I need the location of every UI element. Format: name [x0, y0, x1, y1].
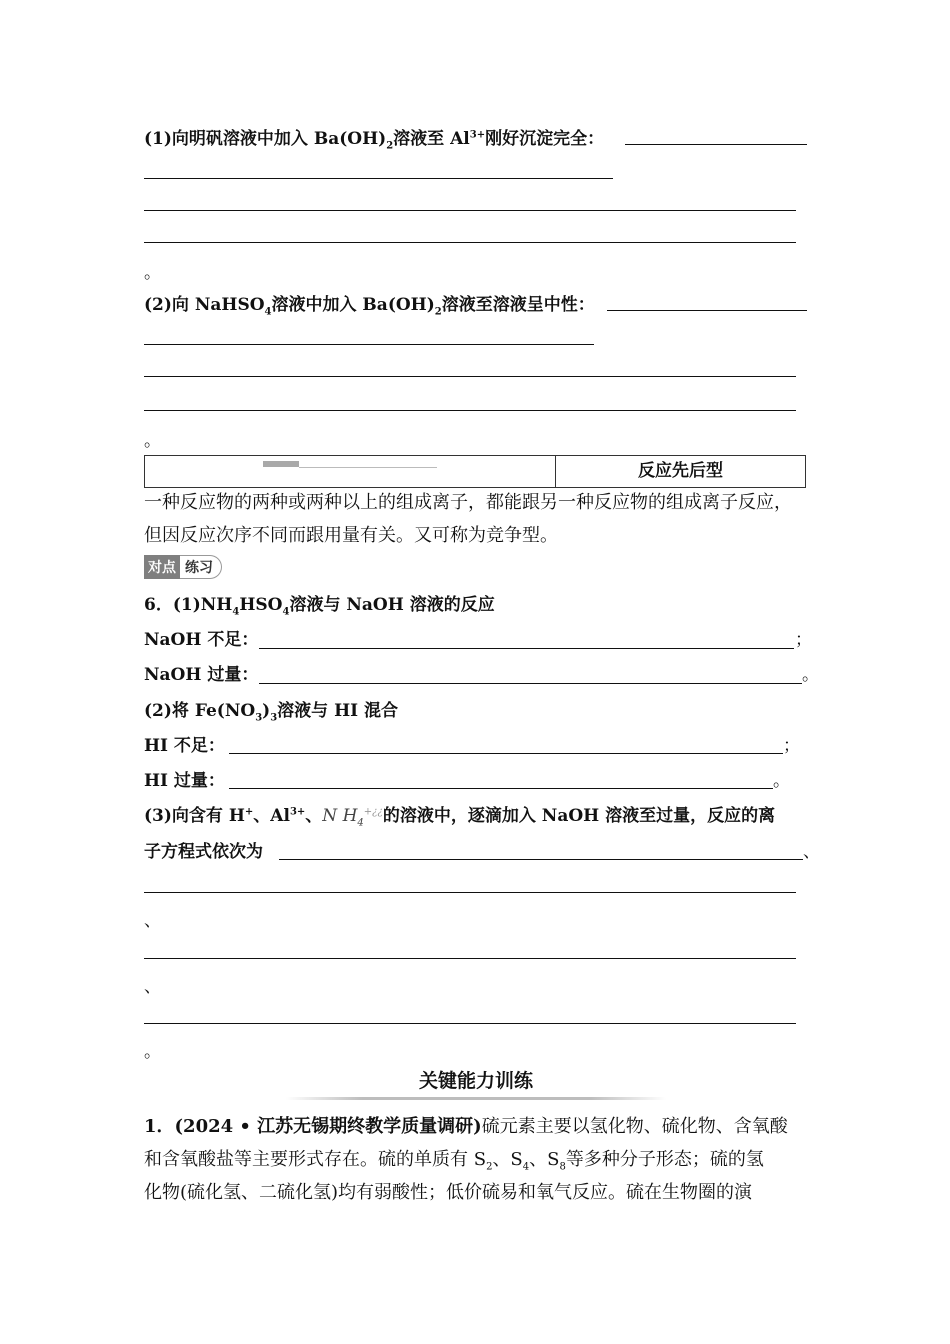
answer-blank[interactable]	[144, 892, 796, 893]
naoh-short-label: NaOH 不足：	[144, 630, 259, 650]
answer-blank[interactable]	[144, 376, 796, 377]
semicolon: ；	[783, 736, 800, 756]
badge-right: 练习	[180, 555, 222, 579]
small-heading-image	[263, 461, 299, 467]
question-6-title: 6．$(1)NH_4HSO_4$溶液与 NaOH 溶液的反应	[144, 595, 495, 618]
comma-mark: 、	[803, 842, 820, 862]
section-title: 关键能力训练	[284, 1066, 668, 1100]
semicolon: ；	[795, 630, 812, 650]
question-6-part3-cont: 子方程式依次为	[144, 842, 263, 862]
key-question-1-line1: 1．(2024 • 江苏无锡期终教学质量调研)硫元素主要以氢化物、硫化物、含氧酸	[144, 1116, 788, 1137]
answer-blank[interactable]	[229, 788, 773, 789]
ammonium-formula: N $H_4^{+¿¿}$	[322, 806, 383, 829]
hi-excess-label: HI 过量：	[144, 771, 225, 791]
answer-blank[interactable]	[144, 344, 594, 345]
question-1: (1)向明矾溶液中加入 $Ba(OH)_2$溶液至 $Al^{3+}$刚好沉淀完全：	[144, 129, 605, 152]
question-6-part3: (3)向含有 H+、$Al^{3+}$、N $H_4^{+¿¿}$的溶液中，逐滴加入 NaOH 溶液至过量，反应的离	[144, 806, 776, 829]
period: 。	[144, 1042, 161, 1062]
answer-blank[interactable]	[625, 144, 807, 145]
divider	[299, 467, 437, 468]
answer-blank[interactable]	[229, 753, 783, 754]
answer-blank[interactable]	[144, 242, 796, 243]
type-table	[144, 455, 806, 488]
answer-blank[interactable]	[607, 310, 807, 311]
hi-short-label: HI 不足：	[144, 736, 225, 756]
table-header: 反应先后型	[638, 461, 723, 481]
question-2: (2)向 NaHSO$_4$溶液中加入 $Ba(OH)_2$溶液至溶液呈中性：	[144, 295, 595, 318]
period: 。	[802, 665, 819, 685]
description: 一种反应物的两种或两种以上的组成离子，都能跟另一种反应物的组成离子反应，但因反应次序不同而跟用量有关。又可称为竞争型。	[144, 492, 792, 546]
naoh-excess-label: NaOH 过量：	[144, 665, 259, 685]
key-question-1-line3: 化物(硫化氢、二硫化氢)均有弱酸性；低价硫易和氧气反应。硫在生物圈的演	[144, 1182, 753, 1203]
period: 。	[144, 263, 161, 283]
answer-blank[interactable]	[259, 683, 802, 684]
period: 。	[773, 771, 790, 791]
answer-blank[interactable]	[144, 410, 796, 411]
badge-left: 对点	[144, 555, 180, 579]
answer-blank[interactable]	[144, 210, 796, 211]
period: 。	[144, 431, 161, 451]
answer-blank[interactable]	[279, 859, 803, 860]
comma-mark: 、	[144, 977, 161, 997]
answer-blank[interactable]	[144, 1023, 796, 1024]
practice-badge	[144, 555, 222, 579]
comma-mark: 、	[144, 911, 161, 931]
answer-blank[interactable]	[259, 648, 794, 649]
title-underline	[286, 1097, 666, 1100]
answer-blank[interactable]	[144, 178, 613, 179]
key-question-1-line2: 和含氧酸盐等主要形式存在。硫的单质有 $S_2$、$S_4$、$S_8$等多种分子形态；硫的氢	[144, 1149, 764, 1173]
table-image-cell	[145, 456, 556, 487]
question-6-part2: (2)将 $Fe(NO_3)_3$溶液与 HI 混合	[144, 701, 399, 724]
answer-blank[interactable]	[144, 958, 796, 959]
